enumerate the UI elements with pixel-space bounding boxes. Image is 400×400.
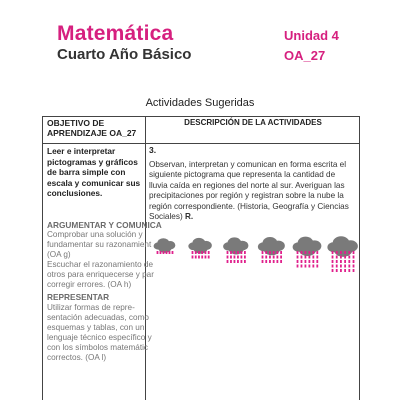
rain-drop: [308, 260, 310, 263]
rain-drop: [244, 251, 246, 254]
rain-drop: [316, 256, 318, 259]
rain-drop: [332, 265, 334, 268]
rain-cloud: [293, 237, 322, 268]
rain-drop: [201, 256, 203, 259]
rain-drop: [312, 260, 314, 263]
rain-drop: [265, 260, 267, 263]
rain-drop: [227, 256, 229, 259]
rain-drop: [301, 260, 303, 263]
rain-drop: [301, 265, 303, 268]
rain-drop: [241, 260, 243, 263]
rain-drop: [344, 260, 346, 263]
rain-drop: [336, 256, 338, 259]
rain-drop: [344, 269, 346, 272]
rain-drop: [227, 260, 229, 263]
section-title: Actividades Sugeridas: [145, 97, 255, 109]
activity-tag: R.: [184, 212, 194, 222]
rain-drop: [157, 251, 159, 254]
rain-drop: [332, 251, 334, 254]
rain-drop: [312, 265, 314, 268]
skill-line: fundamentar su razonamient: [47, 240, 152, 249]
rain-drop: [348, 251, 350, 254]
rain-drop: [234, 260, 236, 263]
rain-cloud: [327, 236, 357, 272]
rain-drop: [169, 251, 171, 254]
rain-drop: [312, 256, 314, 259]
rain-drop: [237, 260, 239, 263]
header-divider: [43, 143, 359, 144]
rain-drop: [227, 251, 229, 254]
rain-cloud: [188, 238, 211, 259]
rain-drop: [237, 251, 239, 254]
rain-drop: [265, 251, 267, 254]
skill-line: Utilizar formas de repre-: [47, 303, 135, 312]
rain-drop: [244, 256, 246, 259]
rain-drop: [166, 251, 168, 254]
rain-drop: [192, 251, 194, 254]
rain-drop: [348, 260, 350, 263]
rain-drop: [205, 256, 207, 259]
rain-drop: [353, 251, 355, 254]
rain-drop: [262, 251, 264, 254]
unit-label: Unidad 4: [284, 28, 339, 43]
rain-cloud: [258, 237, 285, 263]
skill-heading-representar: REPRESENTAR: [47, 292, 110, 302]
rain-drop: [163, 251, 165, 254]
rain-drop: [308, 256, 310, 259]
rain-drop: [348, 265, 350, 268]
cloud-shape: [334, 242, 353, 257]
rain-drop: [262, 260, 264, 263]
header-objective: OBJETIVO DE APRENDIZAJE OA_27: [47, 118, 137, 138]
objective-text: Leer e interpretar pictogramas y gráficos de barra simple con escala y comunicar sus conclusiones.: [47, 146, 141, 198]
subject-title: Matemática: [57, 22, 174, 45]
rain-drop: [265, 256, 267, 259]
skill-line: Comprobar una solución y: [47, 230, 143, 239]
skill-line: lenguaje técnico específico y: [47, 333, 152, 342]
activity-description: [149, 160, 355, 222]
rain-drop: [241, 256, 243, 259]
grade-subtitle: Cuarto Año Básico: [57, 46, 192, 63]
rain-drop: [273, 256, 275, 259]
rain-drop: [172, 251, 174, 254]
rain-drop: [305, 251, 307, 254]
rain-drop: [273, 251, 275, 254]
rain-drop: [230, 260, 232, 263]
rain-drop: [297, 251, 299, 254]
skills-box: [43, 217, 162, 367]
rain-drop: [160, 251, 162, 254]
oa-label: OA_27: [284, 48, 326, 63]
rain-drop: [348, 269, 350, 272]
rain-drop: [280, 251, 282, 254]
rain-drop: [316, 251, 318, 254]
column-divider: [145, 117, 146, 400]
rain-drop: [353, 265, 355, 268]
rain-drop: [273, 260, 275, 263]
rain-drop: [269, 256, 271, 259]
rain-drop: [241, 251, 243, 254]
rain-drop: [195, 256, 197, 259]
activities-table: [42, 116, 360, 400]
skill-line: Escuchar el razonamiento de: [47, 260, 154, 269]
rain-drop: [340, 260, 342, 263]
rain-drop: [195, 251, 197, 254]
rain-drop: [340, 251, 342, 254]
rain-drop: [301, 256, 303, 259]
rain-drop: [340, 265, 342, 268]
rain-drop: [230, 256, 232, 259]
rain-cloud: [223, 237, 248, 263]
rain-drop: [336, 260, 338, 263]
skill-line: sentación adecuadas, como: [47, 313, 149, 322]
rain-drop: [305, 260, 307, 263]
rain-drop: [353, 269, 355, 272]
rain-drop: [280, 256, 282, 259]
rain-drop: [344, 256, 346, 259]
rain-drop: [344, 265, 346, 268]
rain-drop: [344, 251, 346, 254]
rain-drop: [269, 251, 271, 254]
rain-drop: [353, 256, 355, 259]
rain-drop: [316, 260, 318, 263]
rain-pictogram: [147, 235, 361, 275]
rain-drop: [297, 256, 299, 259]
rain-drop: [237, 256, 239, 259]
rain-drop: [316, 265, 318, 268]
activity-text: Observan, interpretan y comunican en forma escrita el siguiente pictograma que representa la cantidad de lluvia caída en regiones del norte al sur. Averiguan las precipitaciones por región y registran sobre la nube la región correspondiente. (Historia, Geografía y Ciencias Sociales): [149, 160, 349, 222]
rain-drop: [305, 256, 307, 259]
rain-drop: [336, 269, 338, 272]
rain-drop: [332, 256, 334, 259]
rain-drop: [297, 265, 299, 268]
rain-drop: [208, 251, 210, 254]
rain-drop: [297, 260, 299, 263]
rain-drop: [305, 265, 307, 268]
rain-drop: [276, 251, 278, 254]
rain-drop: [198, 251, 200, 254]
rain-drop: [308, 251, 310, 254]
rain-drop: [276, 260, 278, 263]
rain-drop: [336, 251, 338, 254]
activity-number: 3.: [149, 145, 157, 155]
skill-line: corregir errores. (OA h): [47, 280, 132, 289]
rain-drop: [332, 269, 334, 272]
rain-drop: [308, 265, 310, 268]
skill-line: esquemas y tablas, con un: [47, 323, 145, 332]
rain-drop: [353, 260, 355, 263]
skill-heading-argumentar: ARGUMENTAR Y COMUNICA: [47, 220, 162, 230]
rain-drop: [201, 251, 203, 254]
rain-drop: [208, 256, 210, 259]
rain-drop: [244, 260, 246, 263]
rain-drop: [348, 256, 350, 259]
rain-drop: [340, 256, 342, 259]
skill-line: correctos. (OA l): [47, 353, 107, 362]
header-description: DESCRIPCIÓN DE LA ACTIVIDADES: [184, 118, 322, 127]
skill-line: (OA g): [47, 250, 71, 259]
rain-drop: [336, 265, 338, 268]
rain-cloud: [154, 238, 176, 254]
rain-drop: [340, 269, 342, 272]
rain-drop: [234, 251, 236, 254]
rain-drop: [276, 256, 278, 259]
rain-drop: [262, 256, 264, 259]
rain-drop: [198, 256, 200, 259]
rain-drop: [301, 251, 303, 254]
rain-drop: [269, 260, 271, 263]
rain-drop: [332, 260, 334, 263]
rain-drop: [192, 256, 194, 259]
skill-line: otros para enriquecerse y par: [47, 270, 154, 279]
rain-drop: [312, 251, 314, 254]
rain-drop: [205, 251, 207, 254]
skill-line: con los símbolos matemátic: [47, 343, 149, 352]
rain-drop: [234, 256, 236, 259]
rain-drop: [280, 260, 282, 263]
rain-drop: [230, 251, 232, 254]
